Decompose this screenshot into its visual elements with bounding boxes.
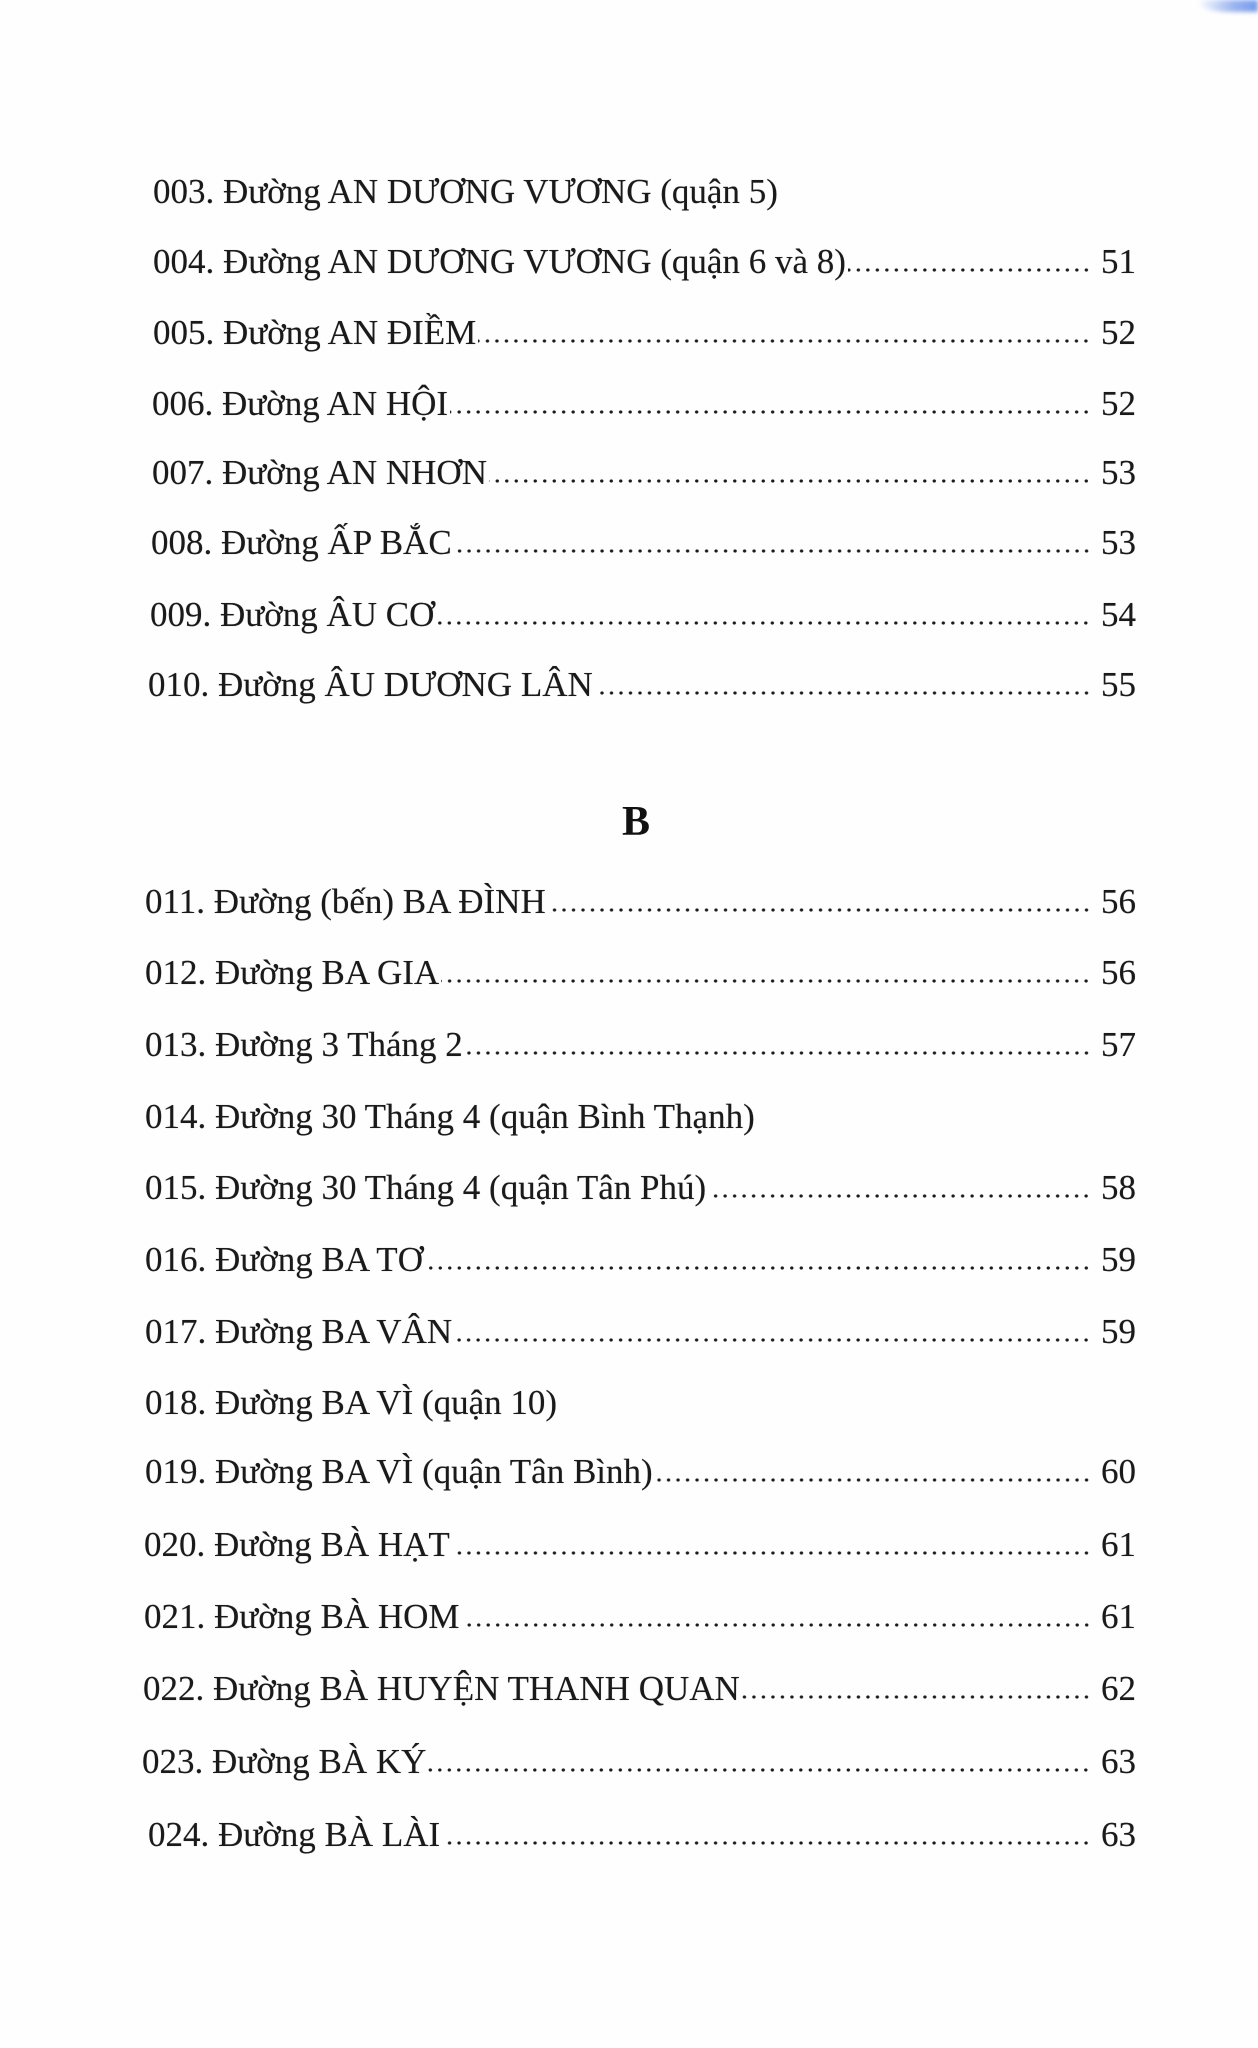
toc-entry-label: 007. Đường AN NHƠN [152, 453, 487, 492]
toc-entry [145, 1310, 1136, 1354]
toc-entry-label: 009. Đường ÂU CƠ [150, 595, 435, 634]
corner-blur [1198, 0, 1258, 12]
toc-entry-label: 010. Đường ÂU DƯƠNG LÂN [148, 665, 593, 704]
section-heading-b: B [621, 799, 650, 845]
toc-entry-page: 52 [1101, 313, 1136, 352]
toc-entry [145, 880, 1136, 924]
dot-leader [454, 1338, 1091, 1342]
toc-entry [145, 1095, 1136, 1139]
dot-leader [441, 979, 1091, 983]
toc-entry-label: 004. Đường AN DƯƠNG VƯƠNG (quận 6 và 8) [153, 242, 846, 281]
toc-entry [145, 1381, 1136, 1425]
dot-leader [655, 1478, 1091, 1482]
toc-entry [145, 1238, 1136, 1282]
toc-entry [145, 951, 1136, 995]
toc-entry [152, 451, 1136, 495]
toc-entry-label: 018. Đường BA VÌ (quận 10) [145, 1383, 558, 1422]
toc-entry-page: 56 [1101, 882, 1136, 921]
toc-entry [145, 1023, 1136, 1067]
toc-entry-label: 017. Đường BA VÂN [145, 1312, 453, 1351]
toc-entry-page: 54 [1101, 595, 1136, 634]
toc-entry-page: 60 [1101, 1452, 1136, 1491]
toc-entry-page: 59 [1101, 1312, 1136, 1351]
dot-leader [462, 1623, 1091, 1627]
toc-entry-label: 021. Đường BÀ HOM [144, 1597, 460, 1636]
dot-leader [478, 339, 1091, 343]
dot-leader [708, 1194, 1091, 1198]
toc-entry [153, 311, 1136, 355]
toc-entry [148, 1813, 1136, 1857]
toc-entry [152, 382, 1136, 426]
toc-entry-page: 58 [1101, 1168, 1136, 1207]
toc-entry-page: 62 [1101, 1669, 1136, 1708]
toc-entry-page: 53 [1101, 453, 1136, 492]
toc-entry-label: 022. Đường BÀ HUYỆN THANH QUAN [143, 1669, 740, 1708]
toc-entry-page: 51 [1101, 242, 1136, 281]
toc-entry-label: 015. Đường 30 Tháng 4 (quận Tân Phú) [145, 1168, 707, 1207]
dot-leader [848, 268, 1091, 272]
toc-entry-page: 61 [1101, 1597, 1136, 1636]
toc-entry-page: 53 [1101, 523, 1136, 562]
toc-entry [143, 1667, 1136, 1711]
toc-entry-page: 56 [1101, 953, 1136, 992]
toc-entry-page: 63 [1101, 1815, 1136, 1854]
toc-entry [142, 1740, 1136, 1784]
dot-leader [595, 691, 1091, 695]
toc-entry-page: 63 [1101, 1742, 1136, 1781]
dot-leader [489, 479, 1091, 483]
dot-leader [450, 410, 1091, 414]
toc-entry-label: 020. Đường BÀ HẠT [144, 1525, 450, 1564]
dot-leader [425, 1266, 1091, 1270]
toc-entry-label: 024. Đường BÀ LÀI [148, 1815, 441, 1854]
toc-entry-label: 006. Đường AN HỘI [152, 384, 449, 423]
toc-entry-label: 008. Đường ẤP BẮC [151, 523, 452, 562]
toc-entry-page: 57 [1101, 1025, 1136, 1064]
toc-entry-label: 013. Đường 3 Tháng 2 [145, 1025, 463, 1064]
dot-leader [742, 1695, 1091, 1699]
dot-leader [452, 1551, 1091, 1555]
dot-leader [442, 1841, 1091, 1845]
dot-leader [428, 1768, 1091, 1772]
toc-entry [151, 521, 1136, 565]
toc-entry [144, 1523, 1136, 1567]
dot-leader [465, 1051, 1091, 1055]
toc-entry-label: 023. Đường BÀ KÝ [142, 1742, 427, 1781]
dot-leader [548, 908, 1091, 912]
toc-entry-label: 016. Đường BA TƠ [145, 1240, 423, 1279]
toc-entry [150, 593, 1136, 637]
toc-entry [153, 170, 1136, 214]
toc-entry [145, 1166, 1136, 1210]
toc-entry [145, 1450, 1136, 1494]
toc-entry-page: 55 [1101, 665, 1136, 704]
toc-entry-label: 019. Đường BA VÌ (quận Tân Bình) [145, 1452, 653, 1491]
toc-entry-page: 59 [1101, 1240, 1136, 1279]
toc-entry-page: 61 [1101, 1525, 1136, 1564]
toc-entry-label: 011. Đường (bến) BA ĐÌNH [145, 882, 546, 921]
dot-leader [436, 621, 1091, 625]
toc-entry-label: 005. Đường AN ĐIỀM [153, 313, 477, 352]
toc-entry [148, 663, 1136, 707]
toc-entry [144, 1595, 1136, 1639]
toc-entry-label: 014. Đường 30 Tháng 4 (quận Bình Thạnh) [145, 1097, 755, 1136]
toc-entry [153, 240, 1136, 284]
toc-entry-label: 012. Đường BA GIA [145, 953, 440, 992]
toc-entry-page: 52 [1101, 384, 1136, 423]
toc-entry-label: 003. Đường AN DƯƠNG VƯƠNG (quận 5) [153, 172, 778, 211]
dot-leader [454, 549, 1091, 553]
